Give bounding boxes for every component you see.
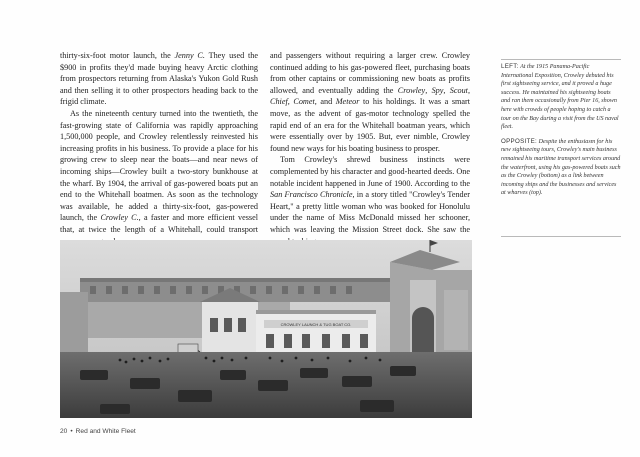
boat-name: Crowley <box>397 85 426 95</box>
text-column-right <box>270 50 470 247</box>
caption-rule-bottom <box>501 236 621 237</box>
boat-name: Comet <box>293 97 315 107</box>
photo-caption <box>501 63 621 204</box>
boat-name: Chief <box>270 97 288 107</box>
historic-pier-photo <box>60 240 472 418</box>
page-number: 20 <box>60 428 68 435</box>
footer-separator: • <box>70 428 73 435</box>
newspaper-name: San Francisco Chronicle <box>270 190 353 200</box>
building-sign: CROWLEY LAUNCH & TUG BOAT CO. <box>280 322 352 327</box>
page-footer <box>60 428 136 435</box>
pier-photo-image <box>60 240 472 418</box>
paragraph: and passengers without requiring a larger crew. Crowley continued adding to his gas-powered fleet, purchasing boats from other captains or commissioning new boats as profits allowed, and eventually adding the Crowley, Spy, Scout, Chief, Comet, and Meteor to his holdings. It was a smart move, as the advent of gas-motor technology spelled the rapid end of an era for the Whitehall boatman years, which were essentially over by 1905. But, ever nimble, Crowley found new ways for his boating business to prosper. <box>270 51 471 153</box>
caption-left: LEFT: At the 1915 Panama-Pacific International Exposition, Crowley debuted his first sightseeing service, and it proved a huge success. He maintained his sightseeing boats and ran them occasionally from Pier 16, shown here with crowds of people hoping to catch a tour on the Bay during a visit from the US naval fleet. <box>501 63 619 131</box>
text-column-left <box>60 50 258 247</box>
boat-name: Scout <box>449 85 468 95</box>
paragraph: thirty-six-foot motor launch, the Jenny C. They used the $900 in profits they'd made buying heavy Arctic clothing from prospectors returning from Alaska's Yukon Gold Rush and then selling it to other prospectors heading back to the frigid climate. <box>60 51 258 107</box>
paragraph: Tom Crowley's shrewd business instincts were complemented by his character and good-hearted deeds. One notable incident happened in June of 1900. According to the San Francisco Chronicle, in a story titled "Crowley's Tender Heart," a pretty little woman who was booked for Honolulu under the name of Miss McDonald missed her schooner, which was leaving the Mission Street dock. She saw the <box>270 155 470 234</box>
caption-label-left: LEFT: <box>501 63 519 70</box>
boat-name: Jenny C. <box>174 51 205 60</box>
paragraph: As the nineteenth century turned into the twentieth, the fast-growing state of California was rapidly approaching 1,500,000 people, and Crowley relentlessly reinvested his increasing profits in his business. To provide a place for his growing crew to sleep near the boats—and near news of incoming ships—Crowley built a two-story bunkhouse at the wharf. By 1904, the arrival of gas-powered boats put an end to the Whitehall boatmen. As soon as the technology was available, he added a thirty-six-foot, gas-powered launch, the Crowley C., a faster and more efficient vessel that, at twice the length of a Whitehall, could transport <box>60 108 258 234</box>
boat-name: Crowley C. <box>100 213 139 223</box>
caption-rule-top <box>501 59 621 60</box>
boat-name: Meteor <box>335 97 360 107</box>
book-title: Red and White Fleet <box>75 428 136 435</box>
caption-label-opposite: OPPOSITE: <box>501 137 538 145</box>
caption-opposite: OPPOSITE: Despite the enthusiasm for his new sightseeing tours, Crowley's main business remained his maritime transport services around the waterfront, using his gas-powered boats such as the Crowley (bottom) as a link between incoming ships and the businesses and services at wharves (top). <box>501 137 621 197</box>
boat-name: Spy <box>431 85 444 95</box>
